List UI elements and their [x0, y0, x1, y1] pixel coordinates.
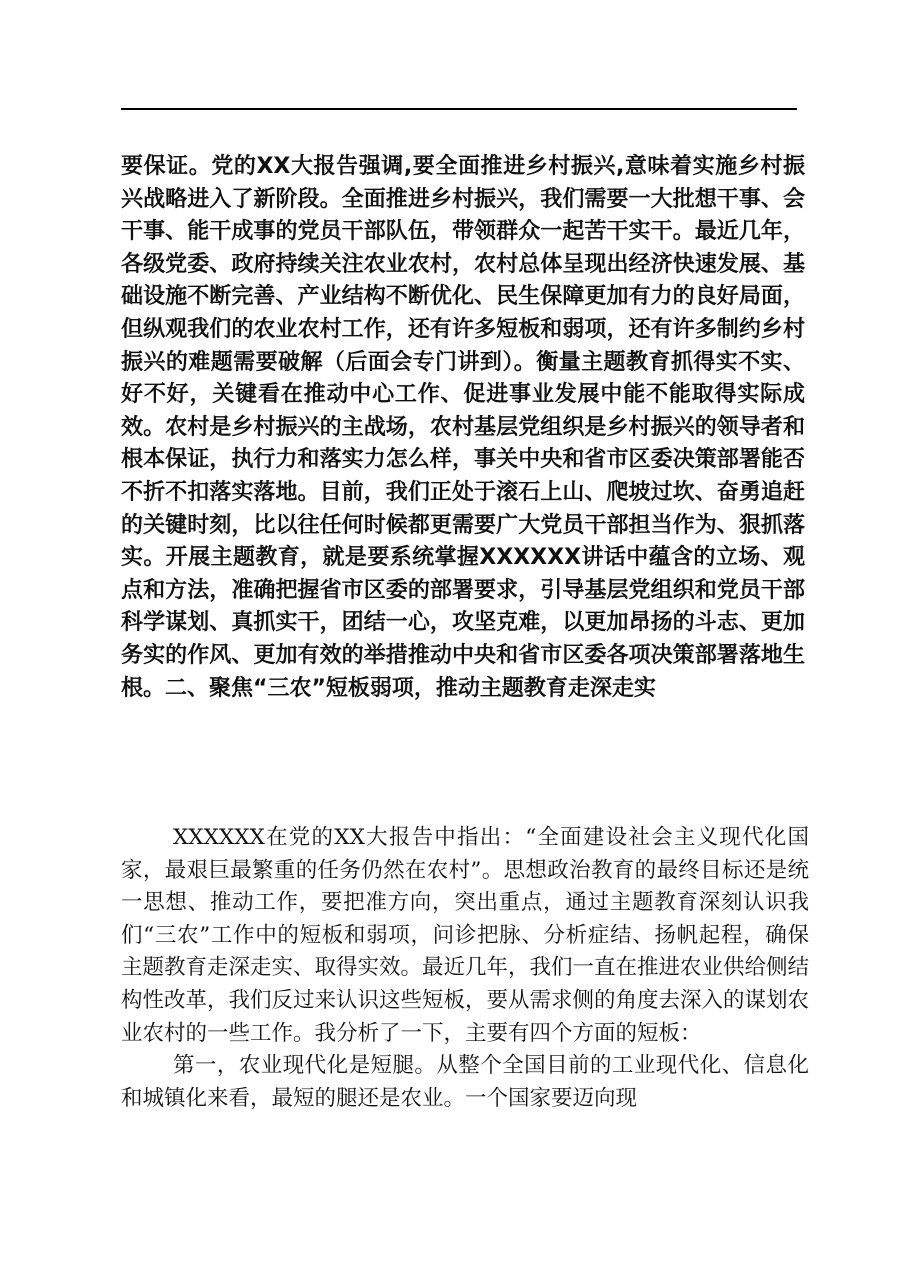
body-paragraph: 第一，农业现代化是短腿。从整个全国目前的工业现代化、信息化和城镇化来看，最短的腿还是农业。一个国家要迈向现 [121, 1053, 809, 1111]
header-rule [121, 108, 797, 110]
body-section [121, 822, 809, 1115]
body-paragraph: XXXXXX在党的XX大报告中指出：“全面建设社会主义现代化国家，最艰巨最繁重的任务仍然在农村”。思想政治教育的最终目标还是统一思想、推动工作，要把准方向，突出重点，通过主题教育深刻认识我们“三农”工作中的短板和弱项，问诊把脉、分析症结、扬帆起程，确保主题教育走深走实、取得实效。最近几年，我们一直在推进农业供给侧结构性改革，我们反过来认识这些短板，要从需求侧的角度去深入的谋划农业农村的一些工作。我分析了一下，主要有四个方面的短板： [121, 825, 810, 1046]
body-paragraph-bold: 要保证。党的XX大报告强调,要全面推进乡村振兴,意味着实施乡村振兴战略进入了新阶段。全面推进乡村振兴，我们需要一大批想干事、会干事、能干成事的党员干部队伍，带领群众一起苦干实干。最近几年，各级党委、政府持续关注农业农村，农村总体呈现出经济快速发展、基础设施不断完善、产业结构不断优化、民生保障更加有力的良好局面，但纵观我们的农业农村工作，还有许多短板和弱项，还有许多制约乡村振兴的难题需要破解（后面会专门讲到）。衡量主题教育抓得实不实、好不好，关键看在推动中心工作、促进事业发展中能不能取得实际成效。农村是乡村振兴的主战场，农村基层党组织是乡村振兴的领导者和根本保证，执行力和落实力怎么样，事关中央和省市区委决策部署能否不折不扣落实落地。目前，我们正处于滚石上山、爬坡过坎、奋勇追赶的关键时刻，比以往任何时候都更需要广大党员干部担当作为、狠抓落实。开展主题教育，就是要系统掌握XXXXXX讲话中蕴含的立场、观点和方法，准确把握省市区委的部署要求，引导基层党组织和党员干部科学谋划、真抓实干，团结一心，攻坚克难，以更加昂扬的斗志、更加务实的作风、更加有效的举措推动中央和省市区委各项决策部署落地生根。二、聚焦“三农”短板弱项，推动主题教育走深走实 [121, 154, 805, 701]
